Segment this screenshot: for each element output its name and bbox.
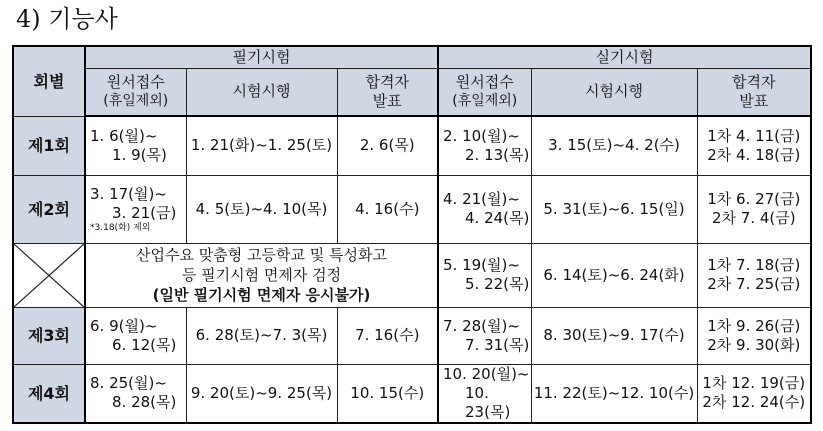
header-written: 필기시험 bbox=[85, 46, 438, 68]
written-apply: 8. 25(월)~ 8. 28(목) bbox=[85, 364, 186, 423]
written-exam: 1. 21(화)~1. 25(토) bbox=[186, 116, 337, 175]
section-title: 4) 기능사 bbox=[16, 5, 118, 33]
header-written-exam: 시험시행 bbox=[186, 68, 337, 116]
written-exam: 9. 20(토)~9. 25(목) bbox=[186, 364, 337, 423]
written-exam: 6. 28(토)~7. 3(목) bbox=[186, 307, 337, 364]
practical-exam: 8. 30(토)~9. 17(수) bbox=[531, 307, 697, 364]
practical-result: 1차 9. 26(금) 2차 9. 30(화) bbox=[697, 307, 811, 364]
written-result: 4. 16(수) bbox=[337, 175, 438, 243]
table-row bbox=[13, 364, 811, 423]
table-row bbox=[13, 116, 811, 175]
header-practical-exam: 시험시행 bbox=[531, 68, 697, 116]
practical-exam: 5. 31(토)~6. 15(일) bbox=[531, 175, 697, 243]
written-apply-note: *3.18(화) 제외 bbox=[90, 222, 151, 233]
table-row bbox=[13, 307, 811, 364]
written-apply: 1. 6(월)~ 1. 9(목) bbox=[85, 116, 186, 175]
written-apply: 3. 17(월)~ 3. 21(금) *3.18(화) 제외 bbox=[85, 175, 186, 243]
practical-apply: 4. 21(월)~ 4. 24(목) bbox=[438, 175, 531, 243]
practical-apply: 7. 28(월)~ 7. 31(목) bbox=[438, 307, 531, 364]
header-practical-apply: 원서접수 (휴일제외) bbox=[438, 68, 531, 116]
written-exam: 4. 5(토)~4. 10(목) bbox=[186, 175, 337, 243]
written-apply: 6. 9(월)~ 6. 12(목) bbox=[85, 307, 186, 364]
table-row bbox=[13, 175, 811, 243]
header-practical: 실기시험 bbox=[438, 46, 811, 68]
practical-result: 1차 7. 18(금) 2차 7. 25(금) bbox=[697, 243, 811, 307]
round-label: 제2회 bbox=[13, 175, 85, 243]
written-result: 2. 6(목) bbox=[337, 116, 438, 175]
practical-exam: 3. 15(토)~4. 2(수) bbox=[531, 116, 697, 175]
practical-exam: 11. 22(토)~12. 10(수) bbox=[531, 364, 697, 423]
table-row bbox=[13, 243, 811, 307]
schedule-table bbox=[12, 45, 812, 424]
empty-cross-cell bbox=[13, 243, 85, 307]
written-result: 7. 16(수) bbox=[337, 307, 438, 364]
practical-apply: 5. 19(월)~ 5. 22(목) bbox=[438, 243, 531, 307]
header-round: 회별 bbox=[13, 46, 85, 116]
header-written-apply: 원서접수 (휴일제외) bbox=[85, 68, 186, 116]
header-written-result: 합격자 발표 bbox=[337, 68, 438, 116]
round-label: 제1회 bbox=[13, 116, 85, 175]
practical-result: 1차 6. 27(금) 2차 7. 4(금) bbox=[697, 175, 811, 243]
exemption-note: 산업수요 맞춤형 고등학교 및 특성화고 등 필기시험 면제자 검정 (일반 필기시험 면제자 응시불가) bbox=[85, 243, 438, 307]
practical-apply: 10. 20(월)~ 10. 23(목) bbox=[438, 364, 531, 423]
round-label: 제3회 bbox=[13, 307, 85, 364]
header-practical-result: 합격자 발표 bbox=[697, 68, 811, 116]
cross-mark-icon bbox=[14, 244, 84, 307]
practical-result: 1차 4. 11(금) 2차 4. 18(금) bbox=[697, 116, 811, 175]
practical-exam: 6. 14(토)~6. 24(화) bbox=[531, 243, 697, 307]
round-label: 제4회 bbox=[13, 364, 85, 423]
written-result: 10. 15(수) bbox=[337, 364, 438, 423]
practical-result: 1차 12. 19(금) 2차 12. 24(수) bbox=[697, 364, 811, 423]
practical-apply: 2. 10(월)~ 2. 13(목) bbox=[438, 116, 531, 175]
